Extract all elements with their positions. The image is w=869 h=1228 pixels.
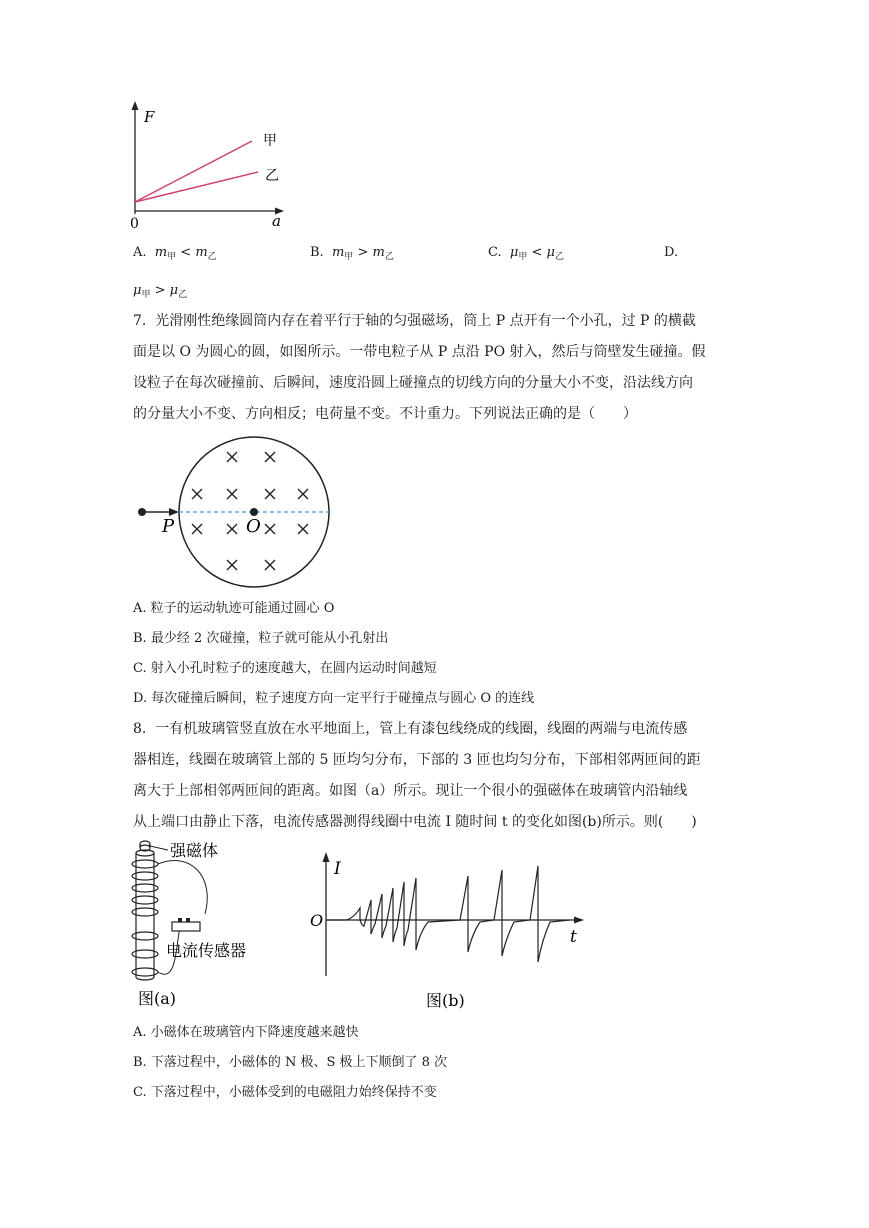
q6-option-c[interactable]: C. $\mu_甲 < \mu_乙$: [488, 245, 565, 262]
q6-option-d-label[interactable]: D.: [664, 245, 679, 260]
q7-option-b[interactable]: B. 最少经 2 次碰撞，粒子就可能从小孔射出: [133, 631, 389, 646]
q7-option-d[interactable]: D. 每次碰撞后瞬间，粒子速度方向一定平行于碰撞点与圆心 O 的连线: [133, 691, 535, 706]
q7-option-a[interactable]: A. 粒子的运动轨迹可能通过圆心 O: [133, 601, 335, 616]
q8-option-c[interactable]: C. 下落过程中，小磁体受到的电磁阻力始终保持不变: [133, 1085, 437, 1100]
coil-tube-figure: [120, 836, 280, 1016]
q8-line-3: 离大于上部相邻两匝间的距离。如图（a）所示。现让一个很小的强磁体在玻璃管内沿轴线: [133, 783, 688, 799]
q7-option-c[interactable]: C. 射入小孔时粒子的速度越大，在圆内运动时间越短: [133, 661, 437, 676]
q7-line-3: 设粒子在每次碰撞前、后瞬间，速度沿圆上碰撞点的切线方向的分量大小不变，沿法线方向: [133, 375, 693, 391]
force-acceleration-graph: [120, 98, 290, 234]
q7-line-4: 的分量大小不变、方向相反；电荷量不变。不计重力。下列说法正确的是（ ）: [133, 406, 637, 422]
origin-label: 0: [130, 216, 139, 232]
sensor-label: 电流传感器: [166, 941, 247, 960]
line-jia: [135, 141, 252, 202]
q8-line-4: 从上端口由静止下落，电流传感器测得线圈中电流 I 随时间 t 的变化如图(b)所示。则( ): [133, 814, 697, 830]
q7-line-2: 面是以 O 为圆心的圆，如图所示。一带电粒子从 P 点沿 PO 射入，然后与筒壁发生碰撞。假: [133, 344, 706, 360]
q8-option-a[interactable]: A. 小磁体在玻璃管内下降速度越来越快: [133, 1025, 359, 1040]
line-yi-label: 乙: [265, 168, 279, 184]
y-axis-label: F: [144, 108, 155, 126]
q6-option-d-content[interactable]: $\mu_甲 > \mu_乙$: [133, 283, 188, 300]
figure-b-caption: 图(b): [426, 991, 465, 1010]
current-sensor-box: [172, 922, 200, 931]
label-o: O: [246, 516, 261, 537]
x-axis-label-t: t: [570, 927, 577, 947]
y-axis-label-i: I: [334, 859, 341, 879]
x-axis-label: a: [272, 212, 281, 230]
q6-option-b[interactable]: B. $m_甲 > m_乙$: [310, 245, 394, 262]
q6-option-a[interactable]: A. $m_甲 < m_乙$: [133, 245, 217, 262]
q8-line-2: 器相连，线圈在玻璃管上部的 5 匝均匀分布，下部的 3 匝也均匀分布，下部相邻两匝间的距: [133, 752, 701, 768]
q8-option-b[interactable]: B. 下落过程中，小磁体的 N 极、S 极上下顺倒了 8 次: [133, 1055, 448, 1070]
figure-a-caption: 图(a): [138, 989, 177, 1008]
current-time-graph: [300, 846, 600, 1016]
label-p: P: [162, 516, 175, 537]
q8-line-1: 8. 一有机玻璃管竖直放在水平地面上，管上有漆包线绕成的线圈，线圈的两端与电流传感: [133, 721, 688, 737]
line-yi: [135, 172, 258, 202]
current-waveform: [326, 866, 570, 962]
q7-line-1: 7. 光滑刚性绝缘圆筒内存在着平行于轴的匀强磁场，筒上 P 点开有一个小孔，过 P 的横截: [133, 313, 696, 329]
origin-label-o: O: [310, 911, 324, 930]
cylinder-magnetic-field-figure: [130, 430, 350, 592]
field-crosses: [192, 452, 308, 570]
magnet-label: 强磁体: [170, 841, 219, 860]
line-jia-label: 甲: [263, 133, 277, 149]
